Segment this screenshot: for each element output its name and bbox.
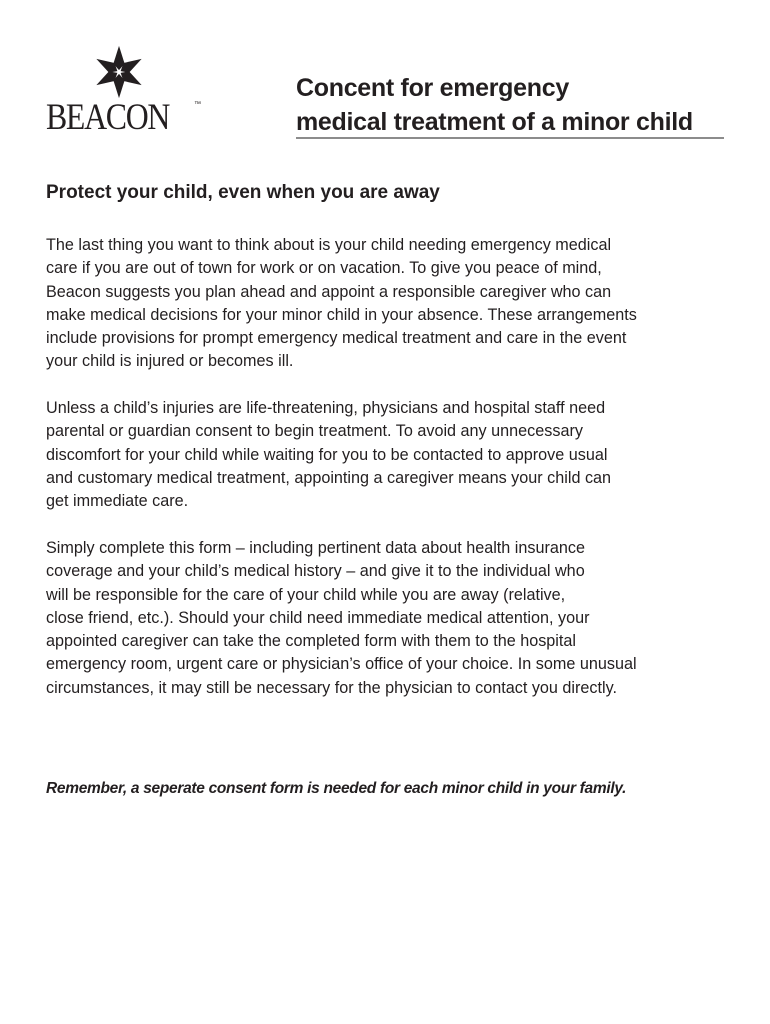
logo-trademark: ™ [194, 101, 201, 108]
beacon-logo [46, 44, 206, 136]
paragraph-line: Beacon suggests you plan ahead and appoint a responsible caregiver who can [46, 282, 612, 301]
logo-wordmark: BEACON [46, 97, 170, 138]
star-logo-icon [92, 44, 146, 100]
paragraph-line: discomfort for your child while waiting for you to be contacted to approve usual [46, 445, 608, 464]
paragraph-line: emergency room, urgent care or physician’s office of your choice. In some unusual [46, 655, 637, 674]
paragraph-line: make medical decisions for your minor child in your absence. These arrangements [46, 305, 637, 324]
paragraph-instructions [46, 537, 736, 700]
paragraph-line: include provisions for prompt emergency medical treatment and care in the event [46, 329, 627, 348]
paragraph-line: parental or guardian consent to begin treatment. To avoid any unnecessary [46, 422, 583, 441]
paragraph-line: will be responsible for the care of your child while you are away (relative, [46, 585, 566, 604]
reminder-note: Remember, a seperate consent form is needed for each minor child in your family. [46, 780, 627, 797]
paragraph-consent [46, 397, 736, 513]
paragraph-line: get immediate care. [46, 492, 189, 511]
paragraph-line: Simply complete this form – including pertinent data about health insurance [46, 539, 585, 557]
paragraph-line: circumstances, it may still be necessary for the physician to contact you directly. [46, 678, 617, 697]
paragraph-line: appointed caregiver can take the completed form with them to the hospital [46, 632, 576, 651]
paragraph-line: coverage and your child’s medical history – and give it to the individual who [46, 562, 585, 581]
section-heading: Protect your child, even when you are away [46, 182, 440, 203]
paragraph-line: your child is injured or becomes ill. [46, 352, 294, 371]
page-title [296, 71, 726, 139]
paragraph-line: The last thing you want to think about is your child needing emergency medical [46, 236, 612, 254]
paragraph-line: and customary medical treatment, appointing a caregiver means your child can [46, 468, 612, 487]
paragraph-intro [46, 234, 736, 374]
paragraph-line: Unless a child’s injuries are life-threatening, physicians and hospital staff need [46, 399, 606, 417]
paragraph-line: close friend, etc.). Should your child need immediate medical attention, your [46, 608, 590, 627]
paragraph-line: care if you are out of town for work or on vacation. To give you peace of mind, [46, 259, 602, 278]
title-divider [296, 137, 724, 139]
title-line-2: medical treatment of a minor child [296, 108, 693, 136]
title-line-1: Concent for emergency [296, 74, 569, 102]
